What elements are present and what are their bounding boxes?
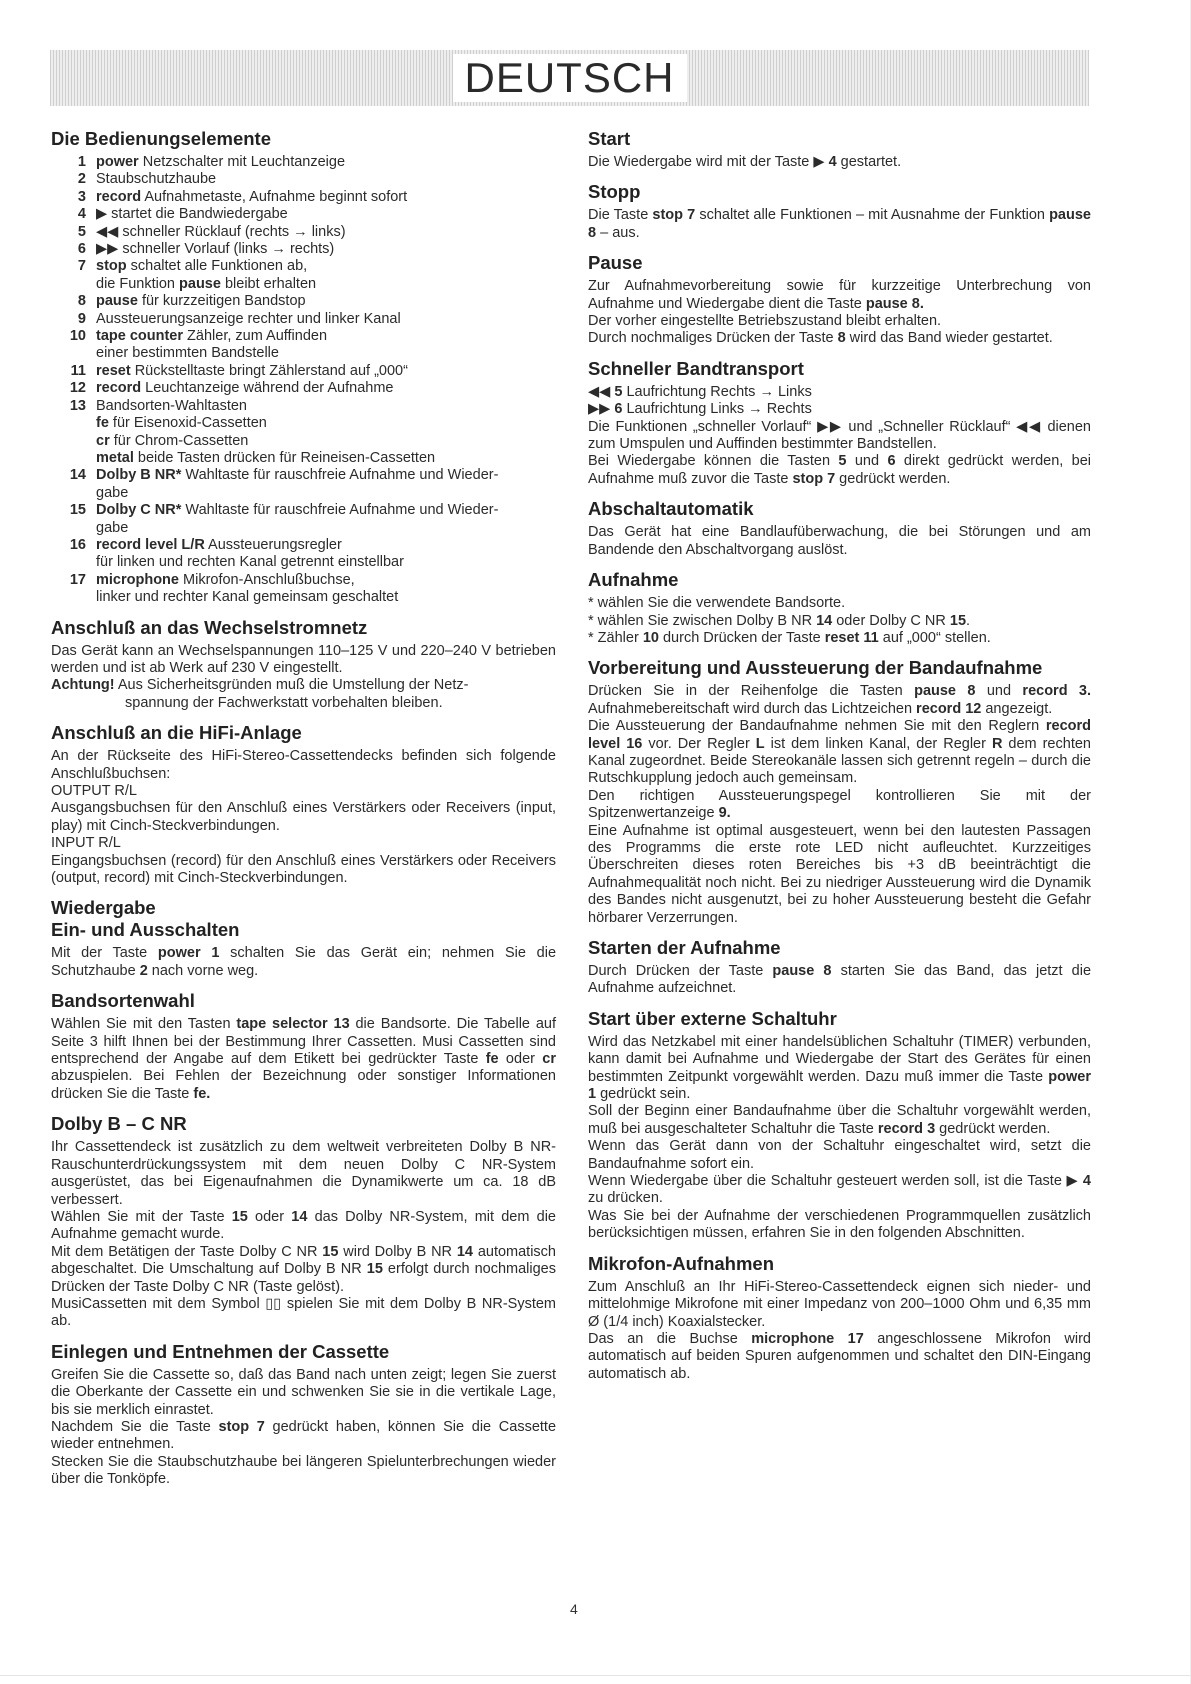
list-item (51, 224, 556, 241)
paragraph: MusiCassetten mit dem Symbol ▯▯ spielen Sie mit dem Dolby B NR-System ab. (51, 1295, 556, 1330)
section-schaltuhr (588, 1008, 1091, 1243)
item-text: record level L/R Aussteuerungsregler (96, 536, 342, 553)
item-text: cr für Chrom-Cassetten (96, 432, 249, 449)
item-text: die Funktion pause bleibt erhalten (96, 275, 317, 292)
list-item (51, 467, 556, 484)
item-number: 1 (77, 154, 86, 170)
item-number: 11 (70, 362, 86, 379)
section-heading: Stopp (588, 181, 641, 203)
left-column (51, 128, 556, 1499)
right-column (588, 128, 1091, 1393)
item-text: ▶ startet die Bandwiedergabe (96, 206, 288, 223)
list-item (51, 502, 556, 519)
item-text: für linken und rechten Kanal getrennt einstellbar (96, 554, 404, 571)
list-item (51, 276, 556, 293)
section-subheading: Ein- und Ausschalten (51, 919, 240, 941)
item-text: einer bestimmten Bandstelle (96, 345, 279, 362)
section-heading: Mikrofon-Aufnahmen (588, 1252, 775, 1274)
item-text: power Netzschalter mit Leuchtanzeige (96, 154, 346, 170)
list-item (51, 328, 556, 345)
section-heading: Starten der Aufnahme (588, 937, 781, 958)
paragraph: Die Funktionen „schneller Vorlauf“ ▶▶ und „Schneller Rücklauf“ ◀◀ dienen zum Umspulen und Auffinden bestimmter Bandstellen. (588, 418, 1091, 453)
item-text: Dolby C NR* Wahltaste für rauschfreie Aufnahme und Wieder- (96, 502, 499, 519)
paragraph: spannung der Fachwerkstatt vorbehalten bleiben. (125, 694, 443, 711)
item-number (51, 276, 96, 293)
section-heading: Die Bedienungselemente (51, 128, 272, 149)
section-heading: Einlegen und Entnehmen der Cassette (51, 1340, 390, 1362)
item-number: 14 (69, 467, 86, 484)
divider (0, 1675, 1191, 1676)
item-number (51, 415, 96, 432)
item-number: 5 (77, 223, 86, 240)
item-number (51, 520, 96, 537)
paragraph: Das an die Buchse microphone 17 angeschlossene Mikrofon wird automatisch auf beiden Spuren aufgenommen und schaltet den DIN-Eingang automatisch ab. (588, 1330, 1091, 1382)
paragraph: ◀◀ 5 Laufrichtung Rechts → Links (588, 383, 812, 400)
section-heading: Schneller Bandtransport (588, 357, 804, 379)
paragraph: Drücken Sie in der Reihenfolge die Tasten pause 8 und record 3. Aufnahmebereitschaft wird durch das Lichtzeichen record 12 angezeigt. (588, 683, 1092, 717)
section-bandsortenwahl (51, 990, 556, 1103)
item-text: ▶▶ schneller Vorlauf (links → rechts) (96, 241, 335, 258)
section-heading: Start (588, 128, 631, 149)
item-number: 6 (77, 241, 86, 258)
section-wiedergabe (51, 897, 556, 980)
list-item: * wählen Sie die verwendete Bandsorte. (588, 595, 846, 612)
paragraph: Eine Aufnahme ist optimal ausgesteuert, wenn bei den lautesten Passagen des Programms die erste rote LED nicht aufleuchtet. Kurzzeitiges Überschreiten dieses roten Bereiches bis +3 dB beeinträchtigt die Aufnahmequalität noch nicht. Bei zu niedriger Aussteuerung wird die Dynamik des Bandes nicht ausgenutzt, bei zu hoher Aussteuerung besteht die Gefahr hörbarer Verzerrungen. (588, 822, 1091, 926)
item-number: 10 (69, 328, 86, 345)
item-text: record Aufnahmetaste, Aufnahme beginnt sofort (96, 188, 408, 205)
section-heading: Dolby B – C NR (51, 1113, 187, 1135)
list-item (51, 572, 556, 589)
item-text: record Leuchtanzeige während der Aufnahme (96, 380, 394, 397)
paragraph: Wird das Netzkabel mit einer handelsüblichen Schaltuhr (TIMER) verbunden, kann damit bei Aufnahme und Wiedergabe der Start des Gerätes für einen bestimmten Zeitpunkt vorgewählt werden. Dazu muß immer die Taste power 1 gedrückt sein. (588, 1033, 1091, 1103)
section-heading: Pause (588, 252, 643, 274)
section-aufnahme (588, 569, 1091, 647)
paragraph: Achtung! Aus Sicherheitsgründen muß die Umstellung der Netz- (51, 677, 469, 694)
output-label: OUTPUT R/L (51, 783, 137, 799)
paragraph: Wenn Wiedergabe über die Schaltuhr gesteuert werden soll, ist die Taste ▶ 4 zu drücken. (588, 1173, 1091, 1207)
item-text: microphone Mikrofon-Anschlußbuchse, (96, 571, 355, 588)
list-item (51, 311, 556, 328)
section-bandtransport (588, 358, 1091, 488)
paragraph: Zur Aufnahmevorbereitung sowie für kurzzeitige Unterbrechung von Aufnahme und Wiedergabe dient die Taste pause 8. (588, 278, 1091, 312)
item-number (51, 433, 96, 450)
paragraph: Nachdem Sie die Taste stop 7 gedrückt haben, können Sie die Cassette wieder entnehmen. (51, 1418, 557, 1453)
paragraph: Durch Drücken der Taste pause 8 starten Sie das Band, das jetzt die Aufnahme aufzeichnet. (588, 963, 1092, 997)
item-number: 17 (69, 571, 86, 588)
section-heading: Bandsortenwahl (51, 990, 195, 1012)
section-heading: Start über externe Schaltuhr (588, 1007, 837, 1029)
paragraph: Der vorher eingestellte Betriebszustand bleibt erhalten. (588, 313, 942, 330)
section-stopp (588, 181, 1091, 242)
paragraph: Das Gerät hat eine Bandlaufüberwachung, die bei Störungen und am Bandende den Abschaltvorgang auslöst. (588, 524, 1091, 558)
item-text: fe für Eisenoxid-Cassetten (96, 415, 267, 432)
list-item (51, 398, 556, 415)
item-text: stop schaltet alle Funktionen ab, (96, 258, 308, 275)
list-item (51, 520, 556, 537)
section-mikrofon (588, 1253, 1091, 1383)
paragraph: Durch nochmaliges Drücken der Taste 8 wird das Band wieder gestartet. (588, 330, 1053, 347)
paragraph: Stecken Sie die Staubschutzhaube bei längeren Spielunterbrechungen wieder über die Tonköpfe. (51, 1453, 556, 1488)
section-heading: Anschluß an die HiFi-Anlage (51, 722, 302, 744)
paragraph: Greifen Sie die Cassette so, daß das Band nach unten zeigt; legen Sie zuerst die Oberkante der Cassette ein und schwenken Sie sie in die vertikale Lage, bis sie merklich einrastet. (51, 1366, 556, 1418)
page-number: 4 (570, 1601, 578, 1617)
list-item (51, 189, 556, 206)
item-number: 16 (69, 536, 86, 553)
list-item (51, 258, 556, 275)
section-start (588, 128, 1091, 171)
item-number: 13 (69, 397, 86, 414)
item-number (51, 554, 96, 571)
paragraph: Die Aussteuerung der Bandaufnahme nehmen Sie mit den Reglern record level 16 vor. Der Regler L ist dem linken Kanal, der Regler R dem rechten Kanal zugeordnet. Beide Stereokanäle lassen sich getrennt regeln – durch die Rutschkupplung jedoch auch gemeinsam. (588, 718, 1091, 787)
paragraph: Die Wiedergabe wird mit der Taste ▶ 4 gestartet. (588, 154, 902, 170)
list-item (51, 154, 556, 171)
list-item (51, 554, 556, 571)
list-item (51, 433, 556, 450)
section-starten-aufnahme (588, 937, 1091, 998)
item-text: pause für kurzzeitigen Bandstop (96, 293, 306, 310)
item-number (51, 345, 96, 362)
paragraph: Zum Anschluß an Ihr HiFi-Stereo-Cassettendeck eignen sich nieder- und mittelohmige Mikrofone mit einer Impedanz von 200–1000 Ohm und 6,35 mm Ø (1/4 inch) Koaxialstecker. (588, 1278, 1091, 1330)
item-text: linker und rechter Kanal gemeinsam geschaltet (96, 589, 399, 606)
paragraph: Das Gerät kann an Wechselspannungen 110–125 V und 220–240 V betrieben werden und ist ab Werk auf 230 V eingestellt. (51, 642, 556, 676)
list-item (51, 241, 556, 258)
paragraph: Die Taste stop 7 schaltet alle Funktionen – mit Ausnahme der Funktion pause 8 – aus. (588, 207, 1091, 241)
section-heading: Aufnahme (588, 569, 679, 591)
item-number: 3 (77, 188, 86, 205)
paragraph: Mit dem Betätigen der Taste Dolby C NR 15 wird Dolby B NR 14 automatisch abgeschaltet. Die Umschaltung auf Dolby B NR 15 erfolgt durch nochmaliges Drücken der Taste Dolby C NR (Taste gelöst). (51, 1243, 556, 1295)
item-text: reset Rückstelltaste bringt Zählerstand auf „000“ (96, 362, 408, 379)
item-text: Staubschutzhaube (96, 171, 217, 188)
section-heading: Vorbereitung und Aussteuerung der Bandaufnahme (588, 657, 1043, 679)
paragraph: Ihr Cassettendeck ist zusätzlich zu dem weltweit verbreiteten Dolby B NR-Rauschunterdrückungssystem mit dem neuen Dolby C NR-System ausgerüstet, das bei Eigenaufnahmen die Dynamikwerte um ca. 18 dB verbessert. (51, 1139, 556, 1208)
item-text: gabe (96, 519, 129, 536)
paragraph: Ausgangsbuchsen für den Anschluß eines Verstärkers oder Receivers (input, play) mit Cinch-Steckverbindungen. (51, 800, 556, 834)
section-heading: Anschluß an das Wechselstromnetz (51, 616, 368, 638)
item-text: Dolby B NR* Wahltaste für rauschfreie Aufnahme und Wieder- (96, 467, 499, 484)
item-number: 2 (77, 171, 86, 188)
item-text: Bandsorten-Wahltasten (96, 397, 247, 414)
section-heading: Wiedergabe (51, 897, 156, 919)
section-vorbereitung (588, 657, 1091, 927)
list-item (51, 380, 556, 397)
section-dolby (51, 1113, 556, 1330)
list-item (51, 450, 556, 467)
item-number: 4 (77, 206, 86, 223)
list-item (51, 171, 556, 188)
page-title: DEUTSCH (452, 54, 686, 102)
item-number: 9 (77, 310, 86, 327)
paragraph: Wählen Sie mit den Tasten tape selector 13 die Bandsorte. Die Tabelle auf Seite 3 hilft Ihnen bei der Bestimmung Ihrer Cassetten. Musi Cassetten sind entsprechend der Angabe auf dem Etikett bei gedrückter Taste fe oder cr abzuspielen. Bei Fehlen der Bezeichnung oder sonstiger Informationen drücken Sie die Taste fe. (51, 1016, 556, 1102)
paragraph: Eingangsbuchsen (record) für den Anschluß eines Verstärkers oder Receivers (output, record) mit Cinch-Steckverbindungen. (51, 852, 556, 887)
item-text: metal beide Tasten drücken für Reineisen-Cassetten (96, 449, 436, 466)
item-text: Aussteuerungsanzeige rechter und linker Kanal (96, 310, 401, 327)
item-number: 8 (77, 293, 86, 310)
section-pause (588, 252, 1091, 348)
list-item (51, 415, 556, 432)
section-einlegen (51, 1341, 556, 1489)
controls-list (51, 154, 556, 607)
section-bedienungselemente (51, 128, 556, 607)
list-item (51, 293, 556, 310)
list-item (51, 537, 556, 554)
section-wechselstromnetz (51, 617, 556, 713)
list-item (51, 485, 556, 502)
item-number: 15 (69, 502, 86, 519)
rewind-icon: ◀◀ (588, 383, 615, 400)
list-item: * Zähler 10 durch Drücken der Taste reset 11 auf „000“ stellen. (588, 629, 991, 646)
item-number (51, 450, 96, 467)
paragraph: Den richtigen Aussteuerungspegel kontrollieren Sie mit der Spitzenwertanzeige 9. (588, 787, 1091, 822)
item-number: 7 (77, 258, 86, 275)
list-item (51, 206, 556, 223)
section-hifi-anlage (51, 722, 556, 887)
paragraph: Wenn das Gerät dann von der Schaltuhr eingeschaltet wird, setzt die Bandaufnahme sofort ein. (588, 1138, 1091, 1172)
item-text: tape counter Zähler, zum Auffinden (96, 328, 328, 345)
paragraph: ▶▶ 6 Laufrichtung Links → Rechts (588, 401, 812, 418)
paragraph: Soll der Beginn einer Bandaufnahme über die Schaltuhr vorgewählt werden, muß bei ausgeschalteter Schaltuhr die Taste record 3 gedrückt werden. (588, 1103, 1091, 1137)
fast-forward-icon: ▶▶ (588, 401, 615, 418)
item-number (51, 485, 96, 502)
list-item (51, 345, 556, 362)
paragraph: Mit der Taste power 1 schalten Sie das Gerät ein; nehmen Sie die Schutzhaube 2 nach vorne weg. (51, 945, 557, 979)
list-item (51, 363, 556, 380)
input-label: INPUT R/L (51, 835, 121, 852)
section-heading: Abschaltautomatik (588, 498, 754, 520)
section-abschaltautomatik (588, 498, 1091, 559)
paragraph: Was Sie bei der Aufnahme der verschiedenen Programmquellen zusätzlich berücksichtigen müssen, erfahren Sie in den folgenden Abschnitten. (588, 1207, 1091, 1242)
item-number: 12 (69, 380, 86, 397)
item-text: gabe (96, 484, 129, 501)
paragraph: An der Rückseite des HiFi-Stereo-Cassettendecks befinden sich folgende Anschlußbuchsen: (51, 748, 556, 782)
paragraph: Wählen Sie mit der Taste 15 oder 14 das Dolby NR-System, mit dem die Aufnahme gemacht wurde. (51, 1208, 556, 1243)
header-banner (50, 50, 1089, 106)
item-text: ◀◀ schneller Rücklauf (rechts → links) (96, 223, 346, 240)
list-item (51, 589, 556, 606)
paragraph: Bei Wiedergabe können die Tasten 5 und 6 direkt gedrückt werden, bei Aufnahme muß zuvor die Taste stop 7 gedrückt werden. (588, 453, 1092, 487)
list-item: * wählen Sie zwischen Dolby B NR 14 oder Dolby C NR 15. (588, 612, 971, 629)
item-number (51, 589, 96, 606)
